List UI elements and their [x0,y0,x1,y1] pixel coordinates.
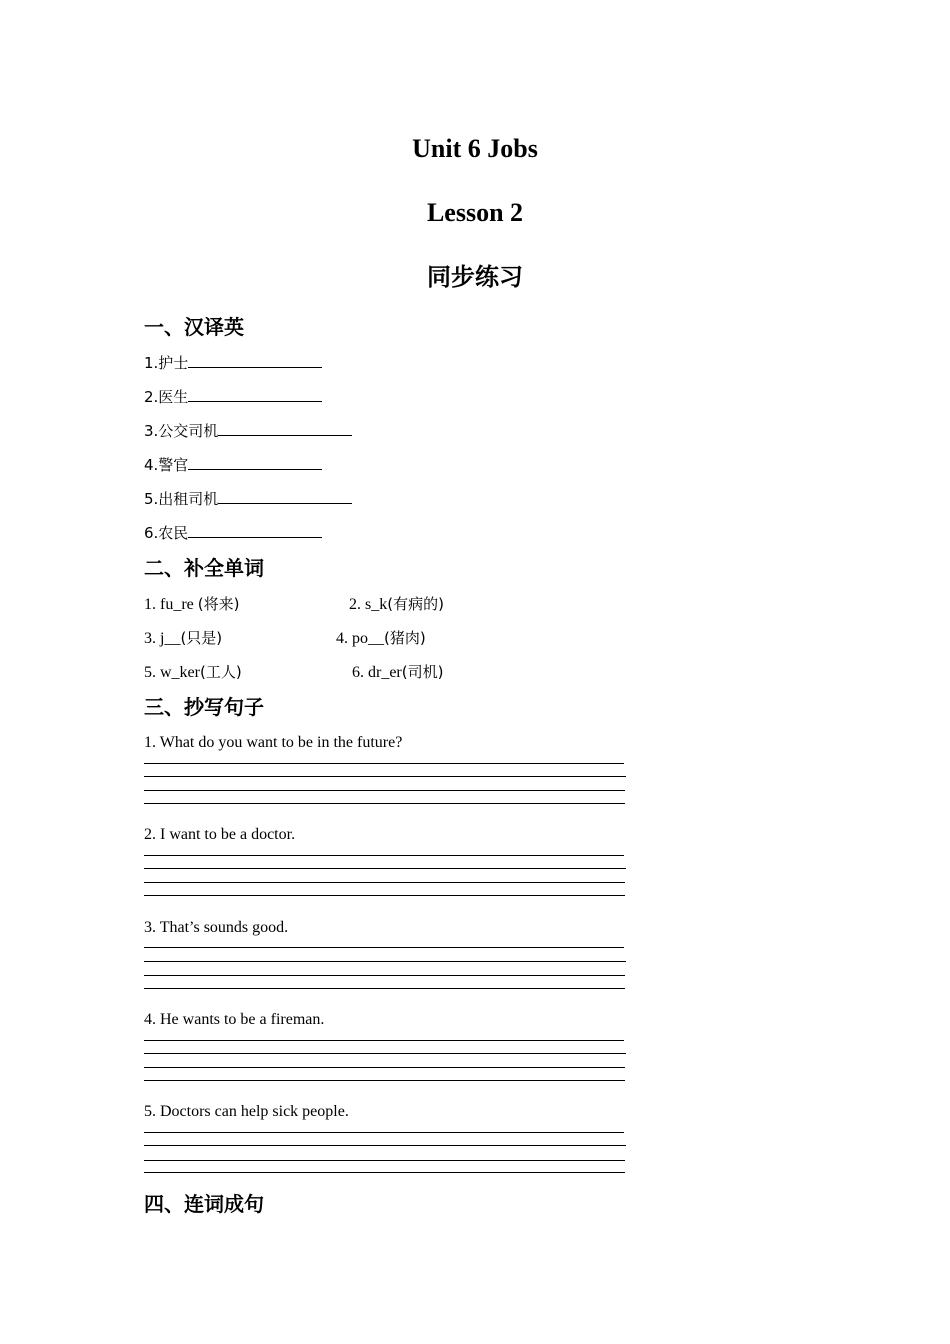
copy-sentence: 2. I want to be a doctor. [144,826,296,843]
lesson-title: Lesson 2 [426,198,524,227]
translate-item-label: 4.警官 [144,456,189,474]
word-item [352,662,443,683]
word-item-hint: (只是) [180,629,223,647]
word-item [144,628,222,649]
writing-lines[interactable] [144,763,626,807]
translate-item-label: 6.农民 [144,524,189,542]
translate-item [144,421,352,442]
translate-item [144,455,322,476]
subtitle: 同步练习 [427,263,523,291]
word-item [349,594,444,615]
writing-lines[interactable] [144,947,626,991]
answer-blank[interactable] [218,421,352,436]
word-item-hint: (工人) [199,663,242,681]
section-heading-copy-sentences: 三、抄写句子 [144,695,264,719]
translate-item-label: 2.医生 [144,388,189,406]
word-item-hint: (司机) [401,663,444,681]
answer-blank[interactable] [188,523,322,538]
copy-sentence: 5. Doctors can help sick people. [144,1103,349,1120]
word-item-text: 1. fu_re [144,596,198,613]
section-heading-form-sentences: 四、连词成句 [144,1192,264,1216]
section-heading-complete-words: 二、补全单词 [144,556,264,580]
answer-blank[interactable] [188,455,322,470]
section-heading-translate: 一、汉译英 [144,315,244,339]
copy-sentence: 1. What do you want to be in the future? [144,734,403,751]
word-item-hint: (将来) [197,595,240,613]
writing-lines[interactable] [144,1040,626,1084]
translate-item-label: 5.出租司机 [144,490,219,508]
translate-item-label: 1.护士 [144,354,189,372]
word-item-text: 4. po__ [336,630,384,647]
answer-blank[interactable] [188,387,322,402]
answer-blank[interactable] [218,489,352,504]
word-item [144,594,239,615]
word-item-text: 6. dr_er [352,664,402,681]
translate-item [144,387,322,408]
writing-lines[interactable] [144,855,626,899]
word-item-hint: (有病的) [387,595,444,613]
translate-item-label: 3.公交司机 [144,422,219,440]
word-item [144,662,242,683]
translate-item [144,489,352,510]
copy-sentence: 3. That’s sounds good. [144,919,289,936]
translate-item [144,523,322,544]
writing-lines[interactable] [144,1132,626,1176]
word-item-text: 2. s_k [349,596,388,613]
word-item-text: 5. w_ker [144,664,200,681]
copy-sentence: 4. He wants to be a fireman. [144,1011,325,1028]
word-item-text: 3. j__ [144,630,181,647]
word-item [336,628,426,649]
word-item-hint: (猪肉) [384,629,426,647]
page-title: Unit 6 Jobs [412,134,538,163]
answer-blank[interactable] [188,353,322,368]
translate-item [144,353,322,374]
